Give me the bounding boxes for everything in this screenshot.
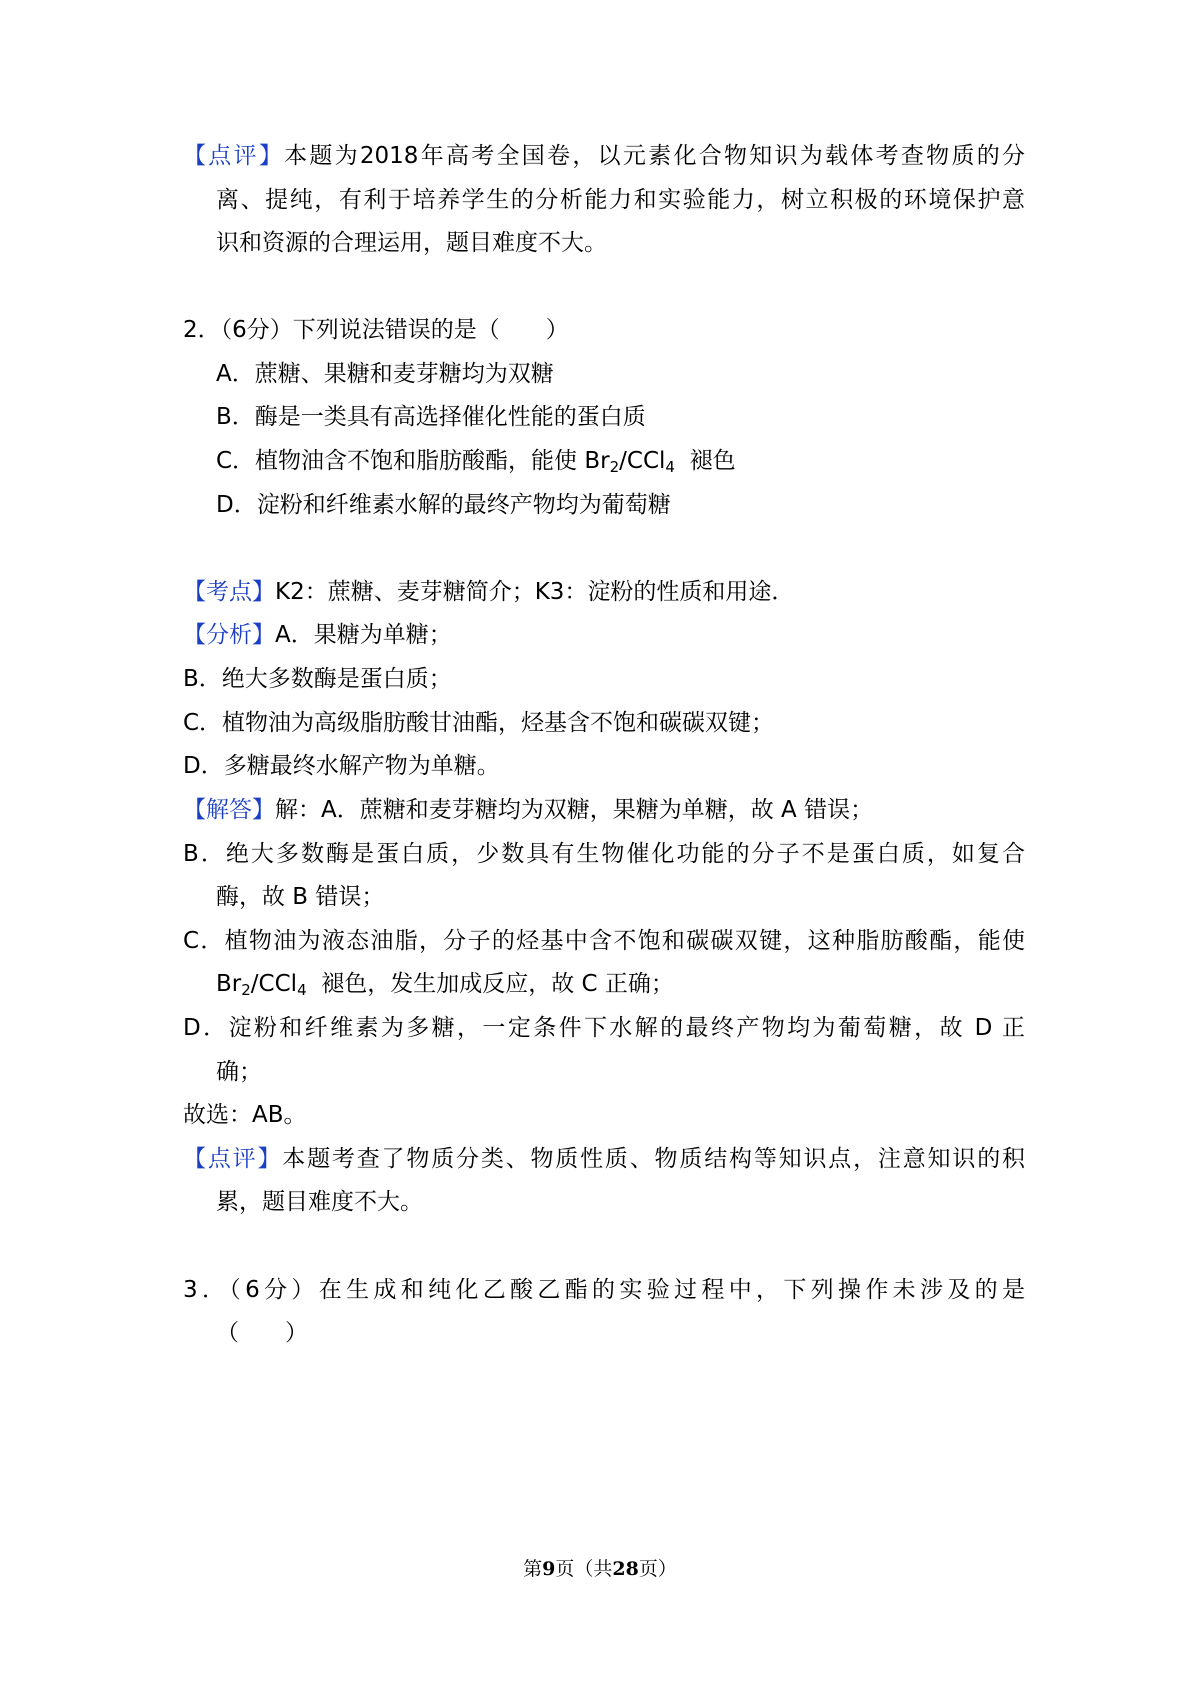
page-number: 9 <box>542 1558 556 1580</box>
option-c-text: C．植物油含不饱和脂肪酸酯，能使 Br <box>216 448 610 474</box>
comment-line-2: 离、提纯，有利于培养学生的分析能力和实验能力，树立积极的环境保护意 <box>216 187 1025 213</box>
fenxi-line-d: D．多糖最终水解产物为单糖。 <box>183 753 500 779</box>
question-2-option-d: D．淀粉和纤维素水解的最终产物均为葡萄糖 <box>216 492 671 518</box>
question-3-stem: 3．（6分）在生成和纯化乙酸乙酯的实验过程中，下列操作未涉及的是 <box>183 1277 1025 1303</box>
jieda-c2-formula: Br <box>216 971 242 997</box>
fenxi-text-a: A．果糖为单糖； <box>275 622 452 648</box>
jieda-line-d2: 确； <box>216 1059 262 1085</box>
question-2-option-c <box>216 444 736 478</box>
jieda-answer: 故选：AB。 <box>183 1102 307 1128</box>
jieda-line-c1: C．植物油为液态油脂，分子的烃基中含不饱和碳碳双键，这种脂肪酸酯，能使 <box>183 928 1025 954</box>
jieda-c2-tail: 褪色，发生加成反应，故 C 正确； <box>306 971 674 997</box>
footer-mid: 页（共 <box>555 1558 613 1580</box>
footer-post: 页） <box>638 1558 677 1580</box>
question-3-stem-paren: （ ） <box>216 1320 308 1346</box>
jieda-line-c2 <box>216 967 674 1001</box>
fenxi-line-a <box>183 618 452 652</box>
fenxi-tag: 【分析】 <box>183 622 275 648</box>
question-2-option-b: B．酶是一类具有高选择催化性能的蛋白质 <box>216 404 646 430</box>
comment-line-1 <box>183 139 1025 173</box>
option-c-formula: /CCl <box>619 448 666 474</box>
kaodian-text: K2：蔗糖、麦芽糖简介；K3：淀粉的性质和用途． <box>275 579 795 605</box>
question-2-stem: 2．（6分）下列说法错误的是（ ） <box>183 317 569 343</box>
subscript: 2 <box>609 458 620 476</box>
question-2-option-a: A．蔗糖、果糖和麦芽糖均为双糖 <box>216 361 554 387</box>
jieda-c2-formula-mid: /CCl <box>250 971 298 997</box>
footer-pre: 第 <box>523 1558 543 1580</box>
comment-line-3: 识和资源的合理运用，题目难度不大。 <box>216 230 607 256</box>
fenxi-line-b: B．绝大多数酶是蛋白质； <box>183 666 452 692</box>
jieda-tag: 【解答】 <box>183 797 275 823</box>
jieda-line-b1: B．绝大多数酶是蛋白质，少数具有生物催化功能的分子不是蛋白质，如复合 <box>183 841 1025 867</box>
subscript: 2 <box>241 981 251 999</box>
subscript: 4 <box>297 981 307 999</box>
comment2-text-1: 本题考查了物质分类、物质性质、物质结构等知识点，注意知识的积 <box>282 1146 1026 1172</box>
option-c-tail: 褪色 <box>674 448 736 474</box>
comment-tag: 【点评】 <box>183 143 285 169</box>
kaodian-tag: 【考点】 <box>183 579 275 605</box>
fenxi-line-c: C．植物油为高级脂肪酸甘油酯，烃基含不饱和碳碳双键； <box>183 710 775 736</box>
jieda-line-a <box>183 793 873 827</box>
comment2-line-1 <box>183 1142 1025 1176</box>
comment-text-1: 本题为2018年高考全国卷，以元素化合物知识为载体考查物质的分 <box>284 143 1025 169</box>
total-pages: 28 <box>612 1558 639 1580</box>
jieda-line-d1: D．淀粉和纤维素为多糖，一定条件下水解的最终产物均为葡萄糖，故 D 正 <box>183 1015 1025 1041</box>
jieda-line-b2: 酶，故 B 错误； <box>216 884 385 910</box>
subscript: 4 <box>665 458 675 476</box>
page-footer <box>0 1556 1200 1582</box>
jieda-text-a: 解：A．蔗糖和麦芽糖均为双糖，果糖为单糖，故 A 错误； <box>275 797 874 823</box>
kaodian-line <box>183 575 794 609</box>
comment2-line-2: 累，题目难度不大。 <box>216 1189 423 1215</box>
comment2-tag: 【点评】 <box>183 1146 283 1172</box>
